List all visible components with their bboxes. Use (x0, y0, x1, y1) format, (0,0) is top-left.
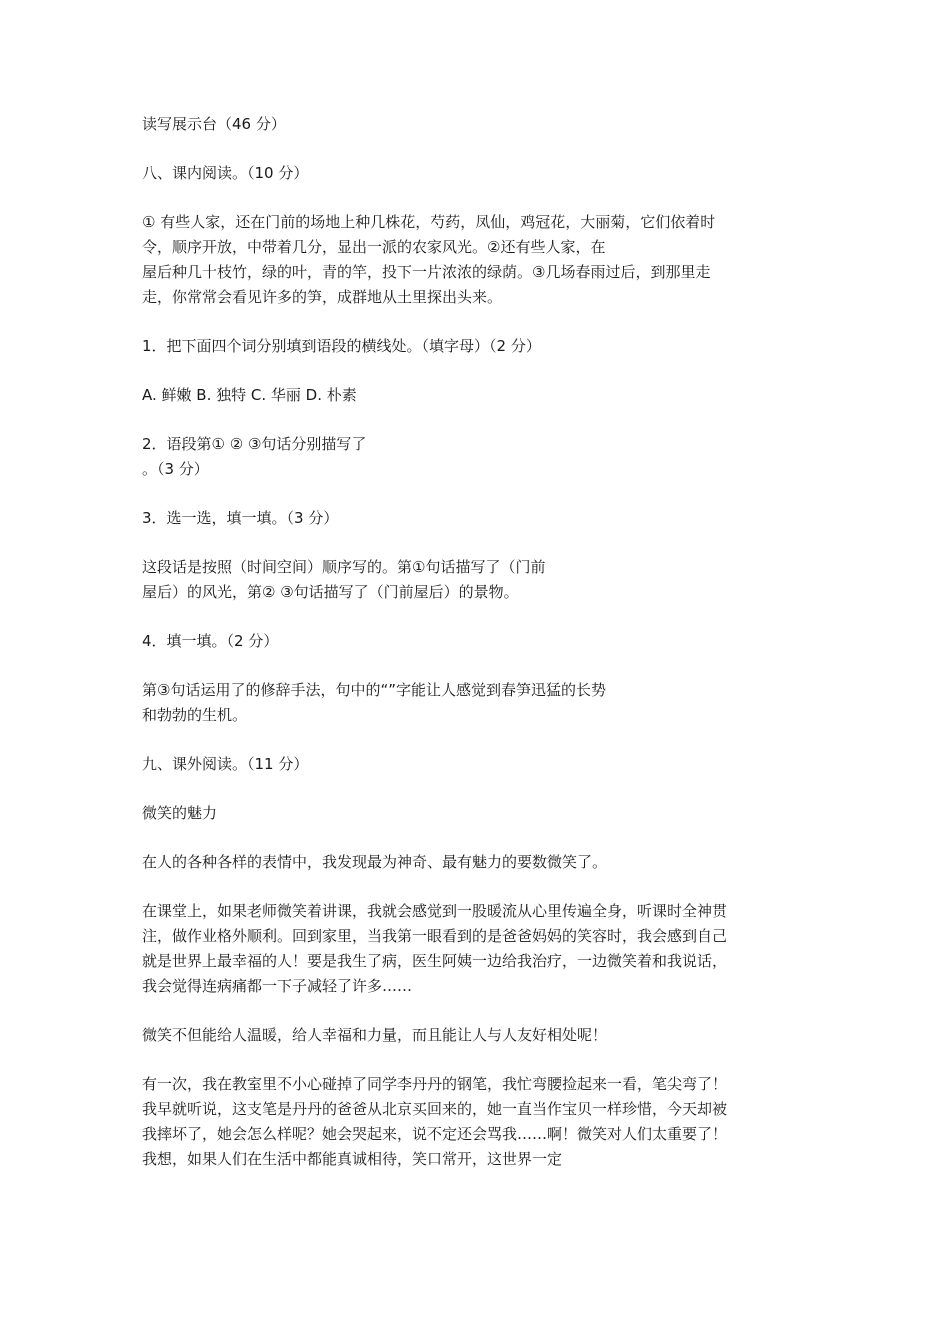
question-1-options (142, 383, 812, 408)
question-4 (142, 629, 812, 654)
text-line: 2．语段第① ② ③句话分别描写了 (142, 435, 367, 453)
text-line: 走，你常常会看见许多的笋，成群地从土里探出头来。 (142, 288, 503, 306)
text-line: ① 有些人家，还在门前的场地上种几株花，芍药，凤仙，鸡冠花，大丽菊，它们依着时 (142, 213, 716, 231)
text-line: 1．把下面四个词分别填到语段的横线处。（填字母）（2 分） (142, 337, 541, 355)
text-line: 令，顺序开放，中带着几分，显出一派的农家风光。②还有些人家，在 (142, 238, 606, 256)
text-line: 4．填一填。（2 分） (142, 632, 279, 650)
reading-passage (142, 210, 812, 310)
question-3-body (142, 555, 812, 605)
article-paragraph (142, 1072, 812, 1172)
article-paragraph (142, 850, 812, 875)
text-line: 我想，如果人们在生活中都能真诚相待，笑口常开，这世界一定 (142, 1150, 563, 1168)
question-4-body (142, 678, 812, 728)
text-line: 这段话是按照（时间空间）顺序写的。第①句话描写了（门前 (142, 558, 546, 576)
question-1 (142, 334, 812, 359)
text-line: 我摔坏了，她会怎么样呢？她会哭起来，说不定还会骂我……啊！微笑对人们太重要了！ (142, 1125, 728, 1143)
text-line: A. 鲜嫩 B. 独特 C. 华丽 D. 朴素 (142, 386, 357, 404)
text-line: 我早就听说，这支笔是丹丹的爸爸从北京买回来的，她一直当作宝贝一样珍惜，今天却被 (142, 1100, 728, 1118)
text-line: 屋后种几十枝竹，绿的叶，青的竿，投下一片浓浓的绿荫。③几场春雨过后，到那里走 (142, 263, 711, 281)
text-line: 在人的各种各样的表情中，我发现最为神奇、最有魅力的要数微笑了。 (142, 853, 608, 871)
text-line: 读写展示台（46 分） (142, 115, 286, 133)
document-body (142, 112, 812, 1172)
text-line: 第③句话运用了的修辞手法，句中的“”字能让人感觉到春笋迅猛的长势 (142, 681, 606, 699)
text-line: 微笑不但能给人温暖，给人幸福和力量，而且能让人与人友好相处呢！ (142, 1026, 608, 1044)
text-line: 。（3 分） (142, 460, 209, 478)
text-line: 我会觉得连病痛都一下子减轻了许多…… (142, 977, 413, 995)
text-line: 3．选一选，填一填。（3 分） (142, 509, 339, 527)
text-line: 注，做作业格外顺利。回到家里，当我第一眼看到的是爸爸妈妈的笑容时，我会感到自己 (142, 927, 728, 945)
question-3 (142, 506, 812, 531)
text-line: 和勃勃的生机。 (142, 706, 248, 724)
article-paragraph (142, 1023, 812, 1048)
section-heading-reading-writing (142, 112, 812, 137)
section-heading-in-class-reading (142, 161, 812, 186)
question-2 (142, 432, 812, 482)
text-line: 就是世界上最幸福的人！要是我生了病，医生阿姨一边给我治疗，一边微笑着和我说话， (142, 952, 728, 970)
text-line: 微笑的魅力 (142, 804, 218, 822)
text-line: 在课堂上，如果老师微笑着讲课，我就会感觉到一股暖流从心里传遍全身，听课时全神贯 (142, 902, 728, 920)
text-line: 八、课内阅读。（10 分） (142, 164, 309, 182)
text-line: 有一次，我在教室里不小心碰掉了同学李丹丹的钢笔，我忙弯腰捡起来一看，笔尖弯了！ (142, 1075, 728, 1093)
article-paragraph (142, 899, 812, 999)
section-heading-extracurricular-reading (142, 752, 812, 777)
text-line: 屋后）的风光，第② ③句话描写了（门前屋后）的景物。 (142, 583, 519, 601)
article-title (142, 801, 812, 826)
text-line: 九、课外阅读。（11 分） (142, 755, 309, 773)
